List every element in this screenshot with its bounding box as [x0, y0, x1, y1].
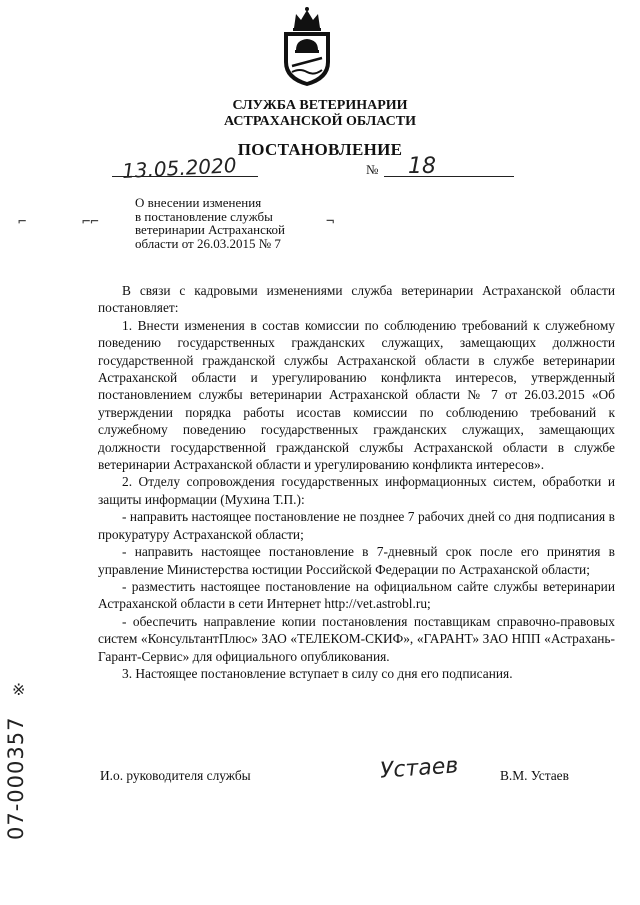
body-paragraph: - направить настоящее постановление в 7-дневный срок после его принятия в управление Министерства юстиции Российской Федерации по Астраханской области;	[98, 544, 615, 577]
body-paragraph: 3. Настоящее постановление вступает в силу со дня его подписания.	[122, 665, 513, 681]
number-underline	[384, 176, 514, 177]
margin-stamp-mark: ※	[12, 682, 26, 699]
document-body	[98, 282, 615, 682]
handwritten-number: 18	[408, 154, 436, 179]
subject-line: в постановление службы	[135, 208, 273, 224]
body-paragraph: 2. Отделу сопровождения государственных информационных систем, обработки и защиты информации (Мухина Т.П.):	[98, 474, 615, 507]
registration-number: 07-000357	[4, 716, 28, 840]
signatory-position: И.о. руководителя службы	[100, 768, 251, 783]
body-paragraph: - направить настоящее постановление не позднее 7 рабочих дней со дня подписания в прокуратуру Астраханской области;	[98, 509, 615, 542]
body-paragraph: - обеспечить направление копии постановления поставщикам справочно-правовых систем «КонсультантПлюс» ЗАО «ТЕЛЕКОМ-СКИФ», «ГАРАНТ» ЗАО НПП «Астрахань-Гарант-Сервис» для официального опубликования.	[98, 613, 615, 664]
handwritten-signature: Устаев	[379, 753, 460, 784]
subject-line: О внесении изменения	[135, 195, 262, 210]
document-title: ПОСТАНОВЛЕНИЕ	[237, 140, 403, 159]
handwritten-date: 13.05.2020	[121, 153, 238, 183]
coat-of-arms-icon	[276, 6, 338, 88]
body-paragraph: - разместить настоящее постановление на официальном сайте службы ветеринарии Астраханской области в сети Интернет http://vet.astrobl.ru;	[98, 578, 615, 612]
subject-corner-mark-mid: ⌐⌐	[82, 214, 99, 230]
subject-corner-mark-right: ¬	[326, 214, 335, 230]
body-paragraph: В связи с кадровыми изменениями служба ветеринарии Астраханской области постановляет:	[98, 283, 615, 316]
document-subject	[135, 196, 335, 250]
organization-name-line-2: АСТРАХАНСКОЙ ОБЛАСТИ	[223, 114, 416, 129]
subject-line: области от 26.03.2015 № 7	[135, 235, 281, 251]
number-label: №	[366, 162, 379, 177]
subject-line: ветеринарии Астраханской	[135, 222, 286, 237]
signatory-name: В.М. Устаев	[500, 768, 569, 783]
organization-name-line-1: СЛУЖБА ВЕТЕРИНАРИИ	[232, 98, 408, 113]
body-paragraph: 1. Внести изменения в состав комиссии по соблюдению требований к служебному поведению государственных гражданских служащих, замещающих должности государственной гражданской службы Астраханской области в службе ветеринарии Астраханской области и урегулированию конфликта интересов, утвержденный постановлением службы ветеринарии Астраханской области № 7 от 26.03.2015 «Об утверждении порядка работы исостав комиссии по соблюдению требований к служебному поведению государственных гражданских служащих, замещающих должности государственной гражданской службы Астраханской области в службе ветеринарии Астраханской области и урегулированию конфликта интересов».	[98, 317, 615, 473]
subject-corner-mark-left: ⌐	[18, 214, 27, 230]
